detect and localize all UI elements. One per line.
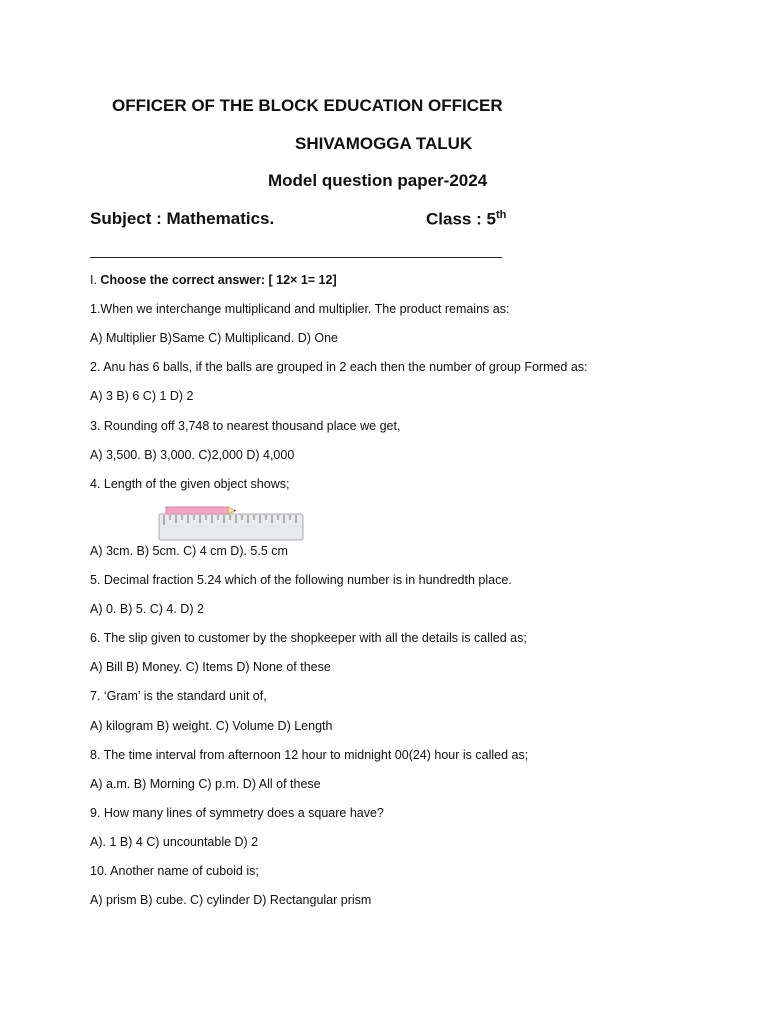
- paper-title: Model question paper-2024: [268, 171, 488, 190]
- ruler-pencil-illustration: [158, 503, 306, 543]
- answer-options: A) 0. B) 5. C) 4. D) 2: [90, 602, 204, 616]
- question-text: 10. Another name of cuboid is;: [90, 864, 259, 878]
- answer-options: A) 3cm. B) 5cm. C) 4 cm D). 5.5 cm: [90, 544, 288, 558]
- section-title: Choose the correct answer: [ 12× 1= 12]: [100, 273, 337, 287]
- question-text: 3. Rounding off 3,748 to nearest thousand place we get,: [90, 419, 401, 433]
- answer-options: A). 1 B) 4 C) uncountable D) 2: [90, 835, 259, 849]
- question-text: 9. How many lines of symmetry does a square have?: [90, 806, 384, 820]
- office-heading: OFFICER OF THE BLOCK EDUCATION OFFICER: [112, 96, 503, 115]
- pencil-icon: [166, 507, 236, 514]
- answer-options: A) kilogram B) weight. C) Volume D) Length: [90, 719, 333, 733]
- taluk-heading: SHIVAMOGGA TALUK: [295, 134, 473, 153]
- answer-options: A) a.m. B) Morning C) p.m. D) All of these: [90, 777, 321, 791]
- question-text: 1.When we interchange multiplicand and multiplier. The product remains as:: [90, 302, 510, 316]
- question-text: 2. Anu has 6 balls, if the balls are grouped in 2 each then the number of group Formed as:: [90, 360, 588, 374]
- answer-options: A) 3 B) 6 C) 1 D) 2: [90, 389, 194, 403]
- answer-options: A) Multiplier B)Same C) Multiplicand. D) One: [90, 331, 338, 345]
- subject-label: Subject : Mathematics.: [90, 209, 275, 228]
- section-prefix: I.: [90, 273, 101, 287]
- question-text: 5. Decimal fraction 5.24 which of the following number is in hundredth place.: [90, 573, 512, 587]
- answer-options: A) prism B) cube. C) cylinder D) Rectangular prism: [90, 893, 372, 907]
- question-text: 6. The slip given to customer by the shopkeeper with all the details is called as;: [90, 631, 527, 645]
- class-label: [426, 209, 506, 230]
- answer-options: A) Bill B) Money. C) Items D) None of these: [90, 660, 331, 674]
- question-text: 4. Length of the given object shows;: [90, 477, 290, 491]
- section-heading: [90, 273, 337, 287]
- ruler-icon: [159, 514, 303, 540]
- class-superscript: th: [495, 209, 507, 221]
- question-text: 7. ‘Gram’ is the standard unit of,: [90, 689, 267, 703]
- class-value: Class : 5: [426, 209, 496, 229]
- answer-options: A) 3,500. B) 3,000. C)2,000 D) 4,000: [90, 448, 295, 462]
- header-divider: [90, 257, 502, 258]
- question-text: 8. The time interval from afternoon 12 hour to midnight 00(24) hour is called as;: [90, 748, 529, 762]
